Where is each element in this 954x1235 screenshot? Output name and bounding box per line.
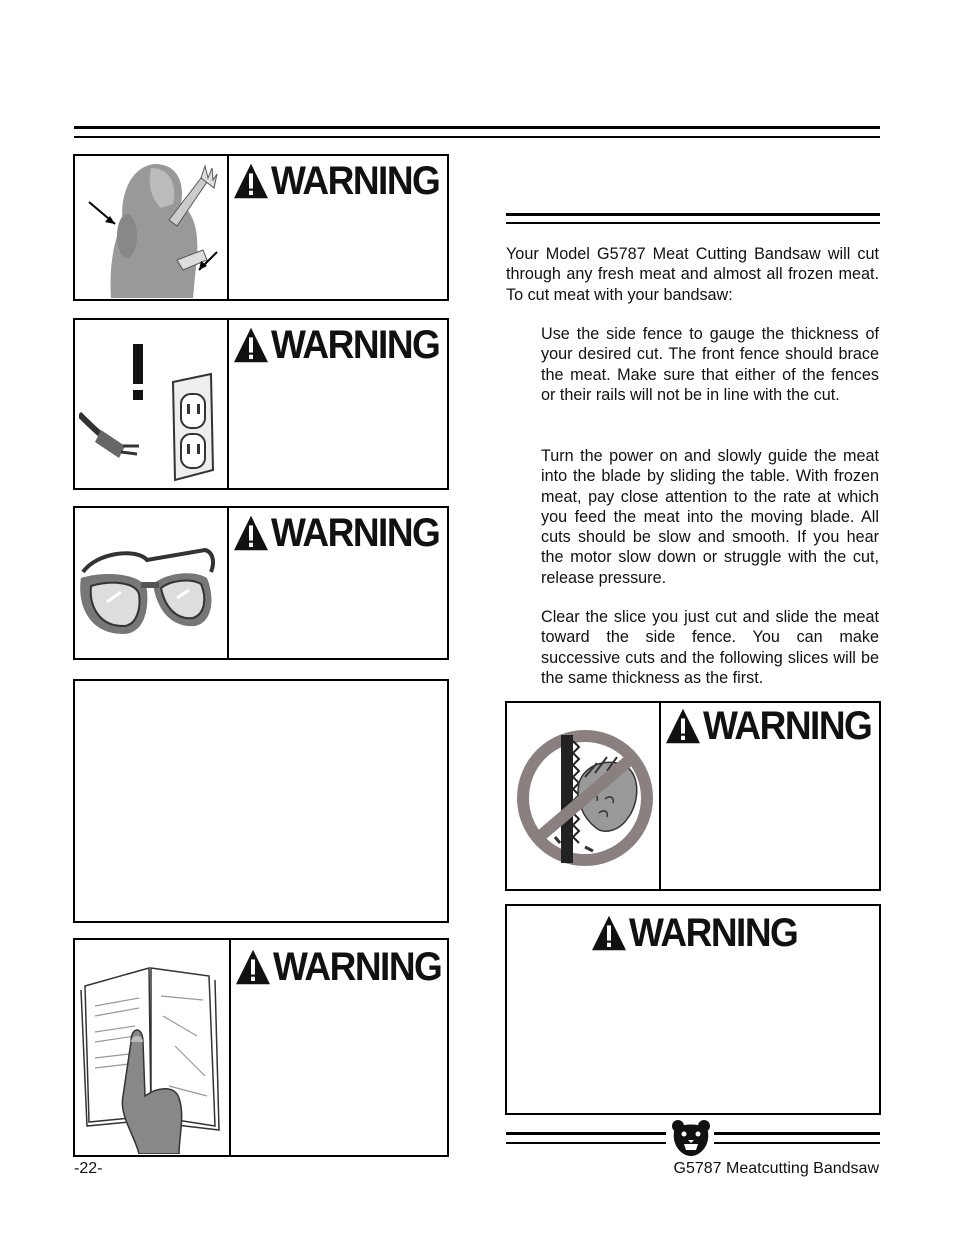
warning-box-divider	[227, 508, 229, 658]
warning-triangle-icon	[233, 327, 269, 364]
hair-and-sleeves-icon	[81, 160, 221, 298]
step-2: Turn the power on and slowly guide the meat into the blade by sliding the table. With frozen meat, pay close attention to the rate at which you feed the meat into the moving blade. All cuts should be slow and smooth. If you hear the motor slow down or struggle with the cut, release pressure.	[541, 447, 879, 587]
warning-heading: WARNING	[233, 158, 439, 203]
header-rule-thin	[74, 136, 880, 138]
warning-heading: WARNING	[665, 703, 871, 748]
warning-triangle-icon	[665, 708, 701, 745]
footer-rule-left-thin	[506, 1142, 666, 1144]
warning-box-divider	[659, 703, 661, 889]
manual-reading-icon	[79, 946, 225, 1154]
footer-rule-right-thick	[714, 1132, 880, 1135]
notice-box	[73, 679, 449, 923]
warning-triangle-icon	[591, 915, 627, 952]
step-3: Clear the slice you just cut and slide the meat toward the side fence. You can make successive cuts and the following slices will be the same thickness as the first.	[541, 608, 879, 687]
footer-title: G5787 Meatcutting Bandsaw	[673, 1160, 879, 1177]
warning-box-eye-protection	[73, 506, 449, 660]
warning-triangle-icon	[233, 515, 269, 552]
warning-box-divider	[227, 320, 229, 488]
warning-heading: WARNING	[233, 510, 439, 555]
header-rule-thick	[74, 126, 880, 129]
warning-triangle-icon	[235, 949, 271, 986]
intro-paragraph: Your Model G5787 Meat Cutting Bandsaw will cut through any fresh meat and almost all frozen meat. To cut meat with your bandsaw:	[506, 245, 879, 304]
page-number: -22-	[74, 1160, 103, 1177]
footer-rule-left-thick	[506, 1132, 666, 1135]
warning-heading: WARNING	[233, 322, 439, 367]
footer-rule-right-thin	[714, 1142, 880, 1144]
warning-box-divider	[229, 940, 231, 1155]
no-hands-near-blade-icon	[515, 727, 655, 869]
step-1: Use the side fence to gauge the thickness of your desired cut. The front fence should brace the meat. Make sure that either of the fences or their rails will not be in line with the cut.	[541, 325, 879, 404]
warning-box-hands-blade	[505, 701, 881, 891]
warning-box-divider	[227, 156, 229, 299]
warning-heading: WARNING	[591, 910, 797, 955]
warning-heading: WARNING	[235, 944, 441, 989]
warning-box-loose-clothing	[73, 154, 449, 301]
warning-box-disconnect-power	[73, 318, 449, 490]
plug-and-outlet-icon	[79, 334, 223, 484]
warning-triangle-icon	[233, 163, 269, 200]
section-rule-thick	[506, 213, 880, 216]
warning-box-read-manual	[73, 938, 449, 1157]
bear-logo-icon	[670, 1118, 712, 1158]
safety-glasses-icon	[77, 542, 221, 642]
section-rule-thin	[506, 222, 880, 224]
warning-box-general	[505, 904, 881, 1115]
